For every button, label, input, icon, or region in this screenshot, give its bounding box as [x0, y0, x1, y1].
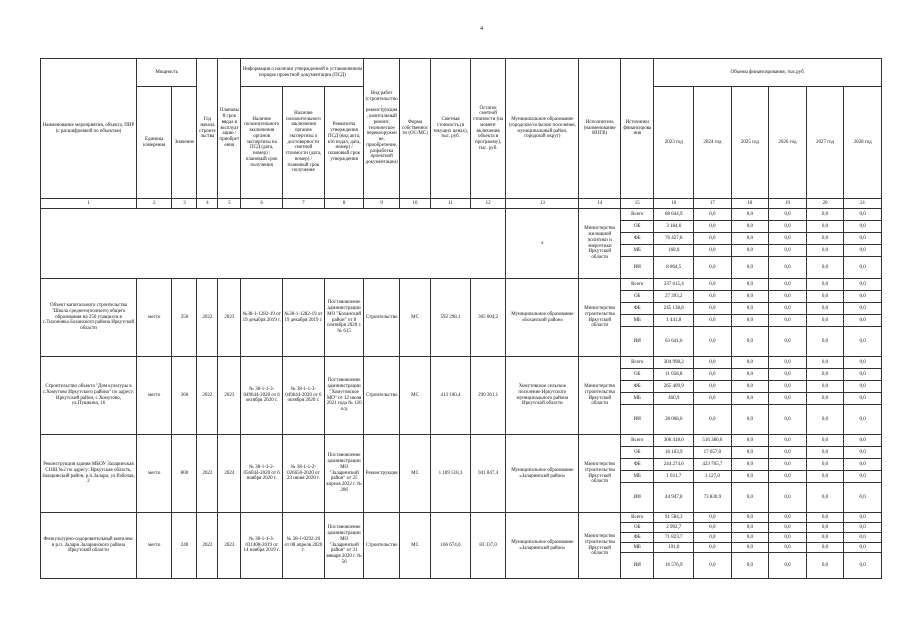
funding-value-cell: 0,0: [769, 369, 807, 381]
funding-value-cell: 0,0: [731, 279, 769, 291]
column-index-cell: 13: [506, 199, 579, 209]
funding-source-cell: Всего: [621, 209, 654, 221]
column-index-cell: 1: [41, 199, 137, 209]
header-positive-conclusion: Наличие положительного заключения органов экспертизы на ПСД (дата, номер) / плановый срок получения: [241, 87, 283, 199]
funding-value-cell: 337 615,4: [654, 279, 694, 291]
remaining-cost-cell: 305 004,2: [470, 279, 505, 357]
executor-cell: Министерство строительства Иркутской области: [579, 357, 621, 435]
funding-value-cell: 0,0: [769, 459, 807, 471]
psd-approval-cell: Постановление администрации "Хомутовское МО" от 12 июля 2021 года № 120 о/д: [324, 357, 364, 435]
funding-source-cell: Всего: [621, 279, 654, 291]
funding-value-cell: 8 864,5: [654, 257, 694, 279]
funding-value-cell: 0,0: [844, 257, 882, 279]
capacity-value-cell: 250: [172, 279, 197, 357]
funding-value-cell: 0,0: [844, 369, 882, 381]
funding-value-cell: 0,0: [844, 513, 882, 523]
funding-value-cell: 0,0: [844, 209, 882, 221]
reliability-conclusion-cell: № 38-1-0292-20 от 08 апреля 2020 г.: [283, 513, 325, 579]
funding-value-cell: 0,0: [806, 327, 844, 357]
column-index-cell: 21: [844, 199, 882, 209]
funding-source-cell: ФБ: [621, 233, 654, 245]
table-row: [41, 513, 882, 523]
column-index-cell: 20: [806, 199, 844, 209]
ownership-cell: МС: [399, 513, 430, 579]
funding-value-cell: 0,0: [769, 327, 807, 357]
capacity-value-cell: 800: [172, 435, 197, 513]
funding-value-cell: 265 409,9: [654, 381, 694, 393]
funding-value-cell: 0,0: [731, 303, 769, 315]
funding-value-cell: 0,0: [806, 447, 844, 459]
funding-value-cell: 0,0: [806, 471, 844, 483]
reliability-conclusion-cell: №38-1-1282-19 от 19 декабря 2019 г.: [283, 279, 325, 357]
funding-value-cell: 0,0: [731, 357, 769, 369]
funding-value-cell: 0,0: [806, 303, 844, 315]
funding-value-cell: 0,0: [769, 447, 807, 459]
funding-source-cell: ФБ: [621, 459, 654, 471]
funding-source-cell: ФБ: [621, 303, 654, 315]
header-name: Наименование мероприятия, объекта, ПИР (с расшифровкой по объектам): [41, 59, 137, 199]
funding-value-cell: 0,0: [731, 553, 769, 579]
funding-value-cell: 0,0: [694, 393, 732, 405]
header-year-2024: 2024 год: [694, 87, 732, 199]
column-index-cell: 9: [364, 199, 399, 209]
ownership-cell: МС: [399, 279, 430, 357]
funding-source-cell: Всего: [621, 357, 654, 369]
work-type-cell: Строительство: [364, 513, 399, 579]
reliability-conclusion-cell: № 38-1-1-2-026650-2020 от 23 июня 2020 г.: [283, 435, 325, 513]
funding-value-cell: 0,0: [694, 279, 732, 291]
funding-value-cell: 0,0: [694, 327, 732, 357]
column-index-cell: 7: [283, 199, 325, 209]
funding-source-cell: МБ: [621, 543, 654, 553]
funding-value-cell: 0,0: [769, 303, 807, 315]
header-capacity: Мощность: [136, 59, 197, 87]
column-index-cell: 15: [621, 199, 654, 209]
unit-cell: место: [136, 513, 171, 579]
header-planned-year: Плановый срок ввода в эксплуатацию / приобретения: [218, 59, 241, 199]
funding-value-cell: 0,0: [844, 471, 882, 483]
header-remaining-cost: Остаток сметной стоимости (на момент включения объекта в программу), тыс. руб.: [470, 59, 505, 199]
column-index-row: [41, 199, 882, 209]
funding-value-cell: 0,0: [769, 221, 807, 233]
funding-source-cell: ИИ: [621, 405, 654, 435]
capacity-value-cell: 360: [172, 357, 197, 435]
column-index-cell: 11: [431, 199, 471, 209]
municipality-cell: Хомутовское сельское поселение Иркутского муниципального района Иркутской области: [506, 357, 579, 435]
municipality-cell: Муниципальное образование «Боханский район»: [506, 279, 579, 357]
funding-value-cell: 0,0: [731, 471, 769, 483]
funding-value-cell: 27 393,2: [654, 291, 694, 303]
funding-value-cell: 0,0: [806, 257, 844, 279]
planned-year-cell: 2023: [218, 357, 241, 435]
funding-value-cell: 0,0: [806, 553, 844, 579]
remaining-cost-cell: 83 337,0: [470, 513, 505, 579]
funding-value-cell: 0,0: [731, 245, 769, 257]
work-type-cell: Строительство: [364, 357, 399, 435]
funding-value-cell: 0,0: [844, 523, 882, 533]
funding-value-cell: 0,0: [844, 553, 882, 579]
funding-value-cell: 0,0: [731, 513, 769, 523]
funding-value-cell: 0,0: [694, 315, 732, 327]
funding-value-cell: 0,0: [844, 393, 882, 405]
funding-value-cell: 0,0: [694, 543, 732, 553]
funding-value-cell: 0,0: [806, 233, 844, 245]
funding-value-cell: 0,0: [844, 245, 882, 257]
funding-value-cell: 76 427,8: [654, 233, 694, 245]
reliability-conclusion-cell: № 38-1-1-3-049644-2020 от 6 октября 2020 г.: [283, 357, 325, 435]
column-index-cell: 16: [654, 199, 694, 209]
funding-value-cell: 63 641,6: [654, 327, 694, 357]
funding-source-cell: ОБ: [621, 523, 654, 533]
remaining-cost-cell: 290 361,1: [470, 357, 505, 435]
header-work-type: Вид работ (строительство, реконструкция, капитальный ремонт, техническое перевооружение, приобретение, разработка проектной документации): [364, 59, 399, 199]
header-psd-approval: Реквизиты утверждения ПСД (вид акта, кто издал, дата, номер) / плановый срок утверждения: [324, 87, 364, 199]
summary-municipality-cell: х: [506, 209, 579, 279]
positive-conclusion-cell: № 38-1-1-3-049644-2020 от 6 октября 2020 г.: [241, 357, 283, 435]
funding-value-cell: 423 765,7: [694, 459, 732, 471]
funding-value-cell: 0,0: [769, 435, 807, 447]
column-index-cell: 19: [769, 199, 807, 209]
funding-value-cell: 0,0: [694, 533, 732, 543]
estimated-cost-cell: 166 674,0: [431, 513, 471, 579]
header-value: Значение: [172, 87, 197, 199]
funding-value-cell: 0,0: [769, 209, 807, 221]
funding-value-cell: 245 138,8: [654, 303, 694, 315]
header-estimated-cost: Сметная стоимость (в текущих ценах), тыс. руб.: [431, 59, 471, 199]
column-index-cell: 4: [197, 199, 218, 209]
funding-value-cell: 0,0: [769, 357, 807, 369]
funding-value-cell: 1 441,8: [654, 315, 694, 327]
object-name-cell: Объект капитального строительства "Школа среднего(полного) общего образования на 250 учащихся в с.Тихоновка Боханского района Иркутской области: [41, 279, 137, 357]
header-year-2025: 2025 год: [731, 87, 769, 199]
funding-value-cell: 3 184,6: [654, 221, 694, 233]
funding-value-cell: 0,0: [806, 357, 844, 369]
planned-year-cell: 2023: [218, 279, 241, 357]
funding-value-cell: 0,0: [731, 447, 769, 459]
ownership-cell: МС: [399, 435, 430, 513]
object-name-cell: Строительство объекта "Дом культуры в с.Хомутово Иркутского района" по адресу: Иркутский район, с.Хомутово, ул.Пушкина, 16: [41, 357, 137, 435]
ownership-cell: МС: [399, 357, 430, 435]
funding-value-cell: 0,0: [694, 245, 732, 257]
estimated-cost-cell: 413 100,4: [431, 357, 471, 435]
funding-value-cell: 0,0: [844, 233, 882, 245]
funding-value-cell: 0,0: [694, 221, 732, 233]
column-index-cell: 17: [694, 199, 732, 209]
funding-value-cell: 0,0: [769, 533, 807, 543]
header-year-start: Год начала строительства: [197, 59, 218, 199]
page-number: 4: [480, 26, 483, 32]
object-name-cell: Физкультурно-оздоровительный комплекс в р.п. Залари Заларинского района Иркутской области: [41, 513, 137, 579]
header-executor: Исполнитель (наименование ИОГВ): [579, 59, 621, 199]
funding-source-cell: ИИ: [621, 553, 654, 579]
funding-value-cell: 0,0: [731, 435, 769, 447]
funding-source-cell: МБ: [621, 393, 654, 405]
funding-value-cell: 0,0: [844, 357, 882, 369]
funding-value-cell: 73 830,9: [694, 483, 732, 513]
funding-value-cell: 0,0: [731, 393, 769, 405]
funding-value-cell: 0,0: [844, 543, 882, 553]
year-start-cell: 2022: [197, 513, 218, 579]
funding-source-cell: ОБ: [621, 369, 654, 381]
executor-cell: Министерство строительства Иркутской области: [579, 279, 621, 357]
year-start-cell: 2022: [197, 279, 218, 357]
funding-value-cell: 71 823,7: [654, 533, 694, 543]
object-name-cell: Реконструкция здания МБОУ Заларинская СОШ №2 по адресу: Иркутская область, Заларинский район, р.п.Залари, ул.Рабочая, 2: [41, 435, 137, 513]
funding-value-cell: 0,0: [731, 483, 769, 513]
funding-value-cell: 0,0: [806, 543, 844, 553]
column-index-cell: 12: [470, 199, 505, 209]
executor-cell: Министерство строительства Иркутской области: [579, 435, 621, 513]
executor-cell: Министерство строительства Иркутской области: [579, 513, 621, 579]
header-psd-info: Информация о наличии утвержденной в установленном порядке проектной документации (ПСД): [241, 59, 364, 87]
header-year-2023: 2023 год: [654, 87, 694, 199]
table-body: [41, 209, 882, 579]
funding-value-cell: 0,0: [769, 393, 807, 405]
funding-value-cell: 1 127,0: [694, 471, 732, 483]
unit-cell: место: [136, 435, 171, 513]
funding-value-cell: 0,0: [769, 553, 807, 579]
funding-value-cell: 516 380,6: [694, 435, 732, 447]
funding-value-cell: 0,0: [694, 291, 732, 303]
funding-source-cell: МБ: [621, 471, 654, 483]
funding-value-cell: 0,0: [844, 381, 882, 393]
funding-source-cell: ОБ: [621, 291, 654, 303]
funding-value-cell: 0,0: [806, 291, 844, 303]
funding-value-cell: 0,0: [769, 483, 807, 513]
funding-value-cell: 0,0: [694, 405, 732, 435]
funding-value-cell: 0,0: [806, 279, 844, 291]
funding-value-cell: 0,0: [806, 405, 844, 435]
funding-value-cell: 244 274,6: [654, 459, 694, 471]
funding-value-cell: 0,0: [731, 523, 769, 533]
funding-value-cell: 0,0: [806, 483, 844, 513]
column-index-cell: 10: [399, 199, 430, 209]
funding-value-cell: 0,0: [769, 523, 807, 533]
year-start-cell: 2022: [197, 357, 218, 435]
funding-value-cell: 0,0: [694, 523, 732, 533]
column-index-cell: 6: [241, 199, 283, 209]
funding-value-cell: 11 058,8: [654, 369, 694, 381]
funding-value-cell: 0,0: [769, 233, 807, 245]
funding-source-cell: МБ: [621, 245, 654, 257]
funding-source-cell: ОБ: [621, 221, 654, 233]
funding-value-cell: 0,0: [844, 327, 882, 357]
funding-source-cell: ФБ: [621, 381, 654, 393]
column-index-cell: 18: [731, 199, 769, 209]
funding-value-cell: 28 068,6: [654, 405, 694, 435]
funding-value-cell: 460,9: [654, 393, 694, 405]
table-row: [41, 279, 882, 291]
funding-value-cell: 0,0: [731, 209, 769, 221]
funding-value-cell: 16 576,9: [654, 553, 694, 579]
funding-value-cell: 0,0: [806, 523, 844, 533]
header-funding-source: Источники финансирования: [621, 59, 654, 199]
funding-value-cell: 0,0: [769, 471, 807, 483]
funding-value-cell: 0,0: [731, 315, 769, 327]
planned-year-cell: 2023: [218, 513, 241, 579]
funding-value-cell: 0,0: [806, 369, 844, 381]
funding-value-cell: 0,0: [806, 221, 844, 233]
funding-value-cell: 0,0: [769, 315, 807, 327]
summary-executor-cell: Министерство жилищной политики и энергетики Иркутской области: [579, 209, 621, 279]
funding-value-cell: 17 657,0: [694, 447, 732, 459]
funding-value-cell: 0,0: [806, 245, 844, 257]
funding-value-cell: 0,0: [844, 221, 882, 233]
unit-cell: место: [136, 279, 171, 357]
funding-value-cell: 0,0: [694, 257, 732, 279]
work-type-cell: Реконструкция: [364, 435, 399, 513]
funding-value-cell: 0,0: [844, 405, 882, 435]
column-index-cell: 5: [218, 199, 241, 209]
header-municipality: Муниципальное образование (городское/сельское поселение, муниципальный район, городской округ): [506, 59, 579, 199]
funding-value-cell: 1 031,7: [654, 471, 694, 483]
funding-value-cell: 0,0: [844, 303, 882, 315]
funding-value-cell: 44 947,8: [654, 483, 694, 513]
funding-value-cell: 0,0: [731, 533, 769, 543]
funding-value-cell: 0,0: [694, 357, 732, 369]
funding-value-cell: 16 163,9: [654, 447, 694, 459]
funding-value-cell: 2 992,7: [654, 523, 694, 533]
header-funding-volumes: Объемы финансирования, тыс.руб.: [654, 59, 882, 87]
funding-source-cell: МБ: [621, 315, 654, 327]
header-ownership: Форма собственности (ОС/МС): [399, 59, 430, 199]
header-year-2027: 2027 год: [806, 87, 844, 199]
funding-value-cell: 0,0: [806, 209, 844, 221]
psd-approval-cell: Постановление администрации МО "Заларинский район" от 31 января 2020 г. № 56: [324, 513, 364, 579]
positive-conclusion-cell: № 38-1-1-2-056044-2020 от 6 ноября 2020 г.: [241, 435, 283, 513]
psd-approval-cell: Постановление администрации МО "Боханский район" от 8 сентября 2020 г. № 615: [324, 279, 364, 357]
funding-source-cell: ИИ: [621, 327, 654, 357]
funding-value-cell: 0,0: [844, 447, 882, 459]
funding-value-cell: 191,0: [654, 543, 694, 553]
funding-value-cell: 0,0: [769, 279, 807, 291]
positive-conclusion-cell: № 38-1-1-3-031408-2019 от 14 ноября 2019 г.: [241, 513, 283, 579]
funding-value-cell: 0,0: [769, 257, 807, 279]
planned-year-cell: 2024: [218, 435, 241, 513]
funding-value-cell: 88 644,9: [654, 209, 694, 221]
column-index-cell: 8: [324, 199, 364, 209]
funding-value-cell: 0,0: [769, 291, 807, 303]
funding-value-cell: 0,0: [731, 233, 769, 245]
funding-value-cell: 0,0: [731, 405, 769, 435]
funding-value-cell: 0,0: [694, 233, 732, 245]
funding-source-cell: ОБ: [621, 447, 654, 459]
investment-program-table: [40, 58, 882, 579]
header-year-2028: 2028 год: [844, 87, 882, 199]
funding-value-cell: 0,0: [731, 291, 769, 303]
estimated-cost-cell: 1 189 518,3: [431, 435, 471, 513]
funding-value-cell: 0,0: [844, 279, 882, 291]
funding-value-cell: 168,0: [654, 245, 694, 257]
funding-value-cell: 0,0: [694, 513, 732, 523]
funding-value-cell: 0,0: [731, 459, 769, 471]
funding-value-cell: 0,0: [769, 513, 807, 523]
funding-value-cell: 0,0: [731, 381, 769, 393]
funding-value-cell: 0,0: [844, 459, 882, 471]
funding-value-cell: 0,0: [806, 513, 844, 523]
municipality-cell: Муниципальное образование «Заларинский район»: [506, 435, 579, 513]
funding-value-cell: 0,0: [769, 245, 807, 257]
funding-value-cell: 0,0: [731, 221, 769, 233]
funding-value-cell: 0,0: [694, 209, 732, 221]
funding-source-cell: Всего: [621, 435, 654, 447]
remaining-cost-cell: 941 847,4: [470, 435, 505, 513]
funding-value-cell: 0,0: [769, 543, 807, 553]
table-row: [41, 209, 882, 221]
header-unit: Единица измерения: [136, 87, 171, 199]
header-year-2026: 2026 год: [769, 87, 807, 199]
funding-value-cell: 0,0: [731, 327, 769, 357]
funding-source-cell: Всего: [621, 513, 654, 523]
estimated-cost-cell: 592 298,1: [431, 279, 471, 357]
funding-value-cell: 0,0: [806, 459, 844, 471]
funding-source-cell: ИИ: [621, 483, 654, 513]
funding-value-cell: 0,0: [844, 291, 882, 303]
header-reliability-conclusion: Наличие положительного заключения органов экспертизы о достоверности сметной стоимости (дата, номер) / плановый срок получения: [283, 87, 325, 199]
municipality-cell: Муниципальное образование «Заларинский район»: [506, 513, 579, 579]
funding-value-cell: 0,0: [694, 303, 732, 315]
psd-approval-cell: Постановление администрации МО "Заларинский район" от 25 апреля 2022 г. № 206: [324, 435, 364, 513]
funding-value-cell: 0,0: [731, 257, 769, 279]
funding-value-cell: 0,0: [806, 435, 844, 447]
column-index-cell: 3: [172, 199, 197, 209]
funding-value-cell: 0,0: [731, 369, 769, 381]
funding-value-cell: 306 418,0: [654, 435, 694, 447]
funding-value-cell: 0,0: [844, 435, 882, 447]
funding-value-cell: 304 998,2: [654, 357, 694, 369]
work-type-cell: Строительство: [364, 279, 399, 357]
funding-value-cell: 0,0: [806, 381, 844, 393]
funding-value-cell: 0,0: [731, 543, 769, 553]
positive-conclusion-cell: №38-1-1282-19 от 19 декабря 2019 г.: [241, 279, 283, 357]
funding-value-cell: 0,0: [806, 315, 844, 327]
funding-value-cell: 91 584,3: [654, 513, 694, 523]
funding-value-cell: 0,0: [806, 533, 844, 543]
summary-blank-cell: [41, 209, 506, 279]
funding-value-cell: 0,0: [844, 533, 882, 543]
column-index-cell: 14: [579, 199, 621, 209]
year-start-cell: 2022: [197, 435, 218, 513]
funding-source-cell: ИИ: [621, 257, 654, 279]
funding-source-cell: ФБ: [621, 533, 654, 543]
unit-cell: место: [136, 357, 171, 435]
funding-value-cell: 0,0: [769, 405, 807, 435]
funding-value-cell: 0,0: [694, 369, 732, 381]
funding-value-cell: 0,0: [806, 393, 844, 405]
funding-value-cell: 0,0: [694, 553, 732, 579]
column-index-cell: 2: [136, 199, 171, 209]
funding-value-cell: 0,0: [844, 483, 882, 513]
capacity-value-cell: 240: [172, 513, 197, 579]
table-row: [41, 435, 882, 447]
table-row: [41, 357, 882, 369]
funding-value-cell: 0,0: [769, 381, 807, 393]
funding-value-cell: 0,0: [694, 381, 732, 393]
funding-value-cell: 0,0: [844, 315, 882, 327]
